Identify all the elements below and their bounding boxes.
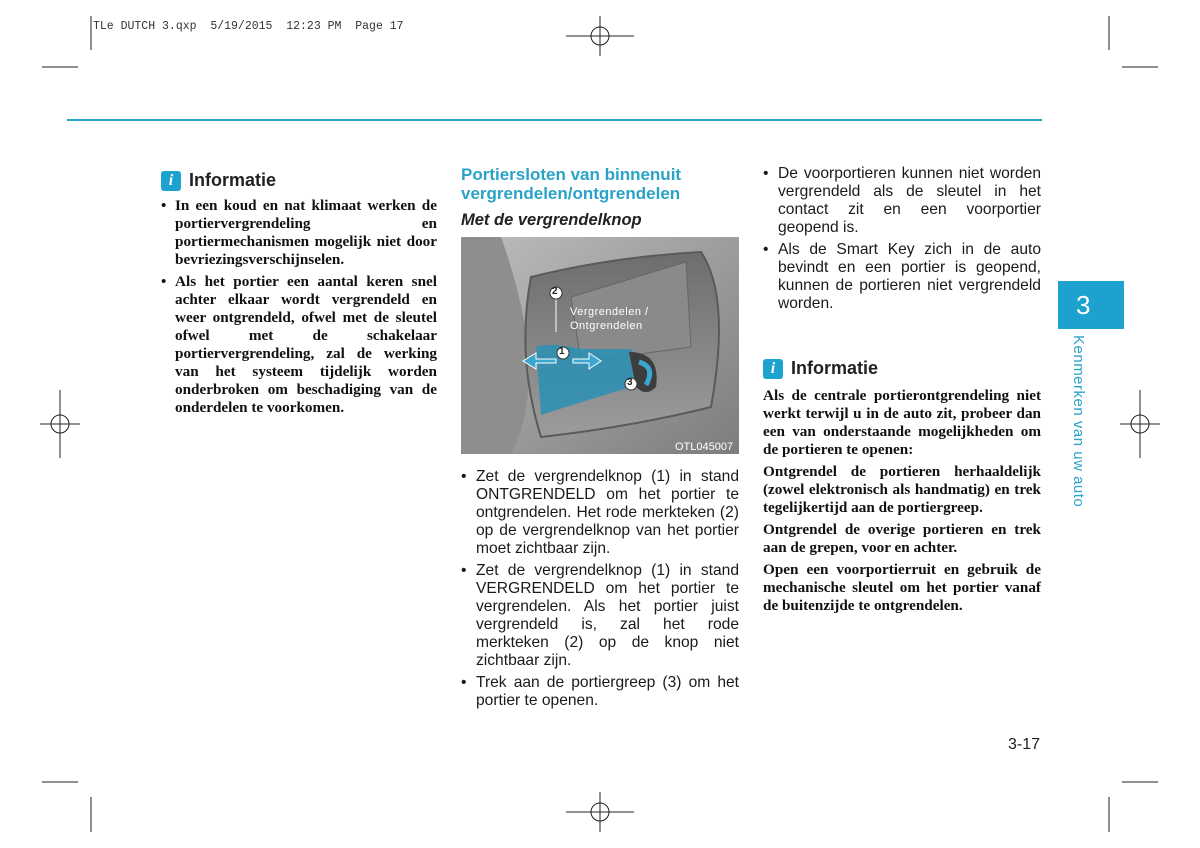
right-info-box (763, 358, 1041, 619)
callout-2: 2 (552, 286, 558, 297)
chapter-tab: 3 (1058, 281, 1124, 329)
list-item: • In een koud en nat klimaat werken de portiervergrendeling en portiermechanismen mogelijk niet door bevriezingsverschijnselen. (161, 197, 437, 269)
left-info-list (161, 197, 437, 417)
door-lock-figure (461, 237, 739, 454)
right-list (763, 165, 1041, 313)
header-rule (67, 119, 1042, 121)
figure-label (570, 305, 649, 333)
print-slug: TLe DUTCH 3.qxp 5/19/2015 12:23 PM Page 17 (93, 20, 404, 33)
right-column (763, 165, 1041, 317)
right-info-header (763, 358, 1041, 379)
info-paragraph: Open een voorportierruit en gebruik de mechanische sleutel om het portier vanaf de buitenzijde te ontgrendelen. (763, 561, 1041, 614)
list-item: • Als het portier een aantal keren snel achter elkaar wordt vergrendeld en weer ontgrendeld, ofwel met de sleutel ofwel met de schakelaar portiervergrendeling, zal de werking van het systeem tijdelijk worden onderbroken om beschadiging van de onderdelen te voorkomen. (161, 273, 437, 417)
left-info-title: Informatie (189, 170, 277, 190)
right-info-title: Informatie (791, 358, 879, 378)
page-number: 3-17 (1008, 736, 1041, 753)
figure-code: OTL045007 (675, 441, 734, 453)
info-paragraph: Ontgrendel de overige portieren en trek aan de grepen, voor en achter. (763, 521, 1041, 556)
list-item: • De voorportieren kunnen niet worden vergrendeld als de sleutel in het contact zit en een voorportier geopend is. (763, 165, 1041, 237)
list-item: • Zet de vergrendelknop (1) in stand ONTGRENDELD om het portier te ontgrendelen. Het rode merkteken (2) op de vergrendelknop van het portier moet zichtbaar zijn. (461, 468, 739, 558)
info-icon: i (763, 359, 783, 379)
middle-list (461, 468, 739, 710)
info-icon: i (161, 171, 181, 191)
list-item: • Als de Smart Key zich in de auto bevindt en een portier is geopend, kunnen de portieren niet vergrendeld worden. (763, 241, 1041, 313)
middle-column (461, 165, 741, 230)
figure-label-line: Vergrendelen / (570, 306, 649, 318)
section-title: Portiersloten van binnenuit vergrendelen/ontgrendelen (461, 165, 682, 203)
door-illustration (461, 237, 739, 454)
list-item: • Zet de vergrendelknop (1) in stand VERGRENDELD om het portier te vergrendelen. Als het portier juist vergrendeld is, zal het rode merkteken (2) op de knop niet zichtbaar zijn. (461, 562, 739, 670)
callout-1: 1 (559, 346, 565, 357)
middle-instructions (461, 468, 739, 714)
info-paragraph: Ontgrendel de portieren herhaaldelijk (zowel elektronisch als handmatig) en trek tegelijkertijd aan de portiergreep. (763, 463, 1041, 516)
chapter-name: Kenmerken van uw auto (1070, 335, 1087, 508)
left-info-header (161, 170, 437, 191)
figure-label-line: Ontgrendelen (570, 320, 643, 332)
left-info-box (161, 170, 437, 421)
info-paragraph: Als de centrale portierontgrendeling niet werkt terwijl u in de auto zit, probeer dan een van onderstaande mogelijkheden om de portieren te openen: (763, 387, 1041, 458)
subsection-title: Met de vergrendelknop (461, 211, 642, 229)
list-item: • Trek aan de portiergreep (3) om het portier te openen. (461, 674, 739, 710)
callout-3: 3 (627, 377, 633, 388)
